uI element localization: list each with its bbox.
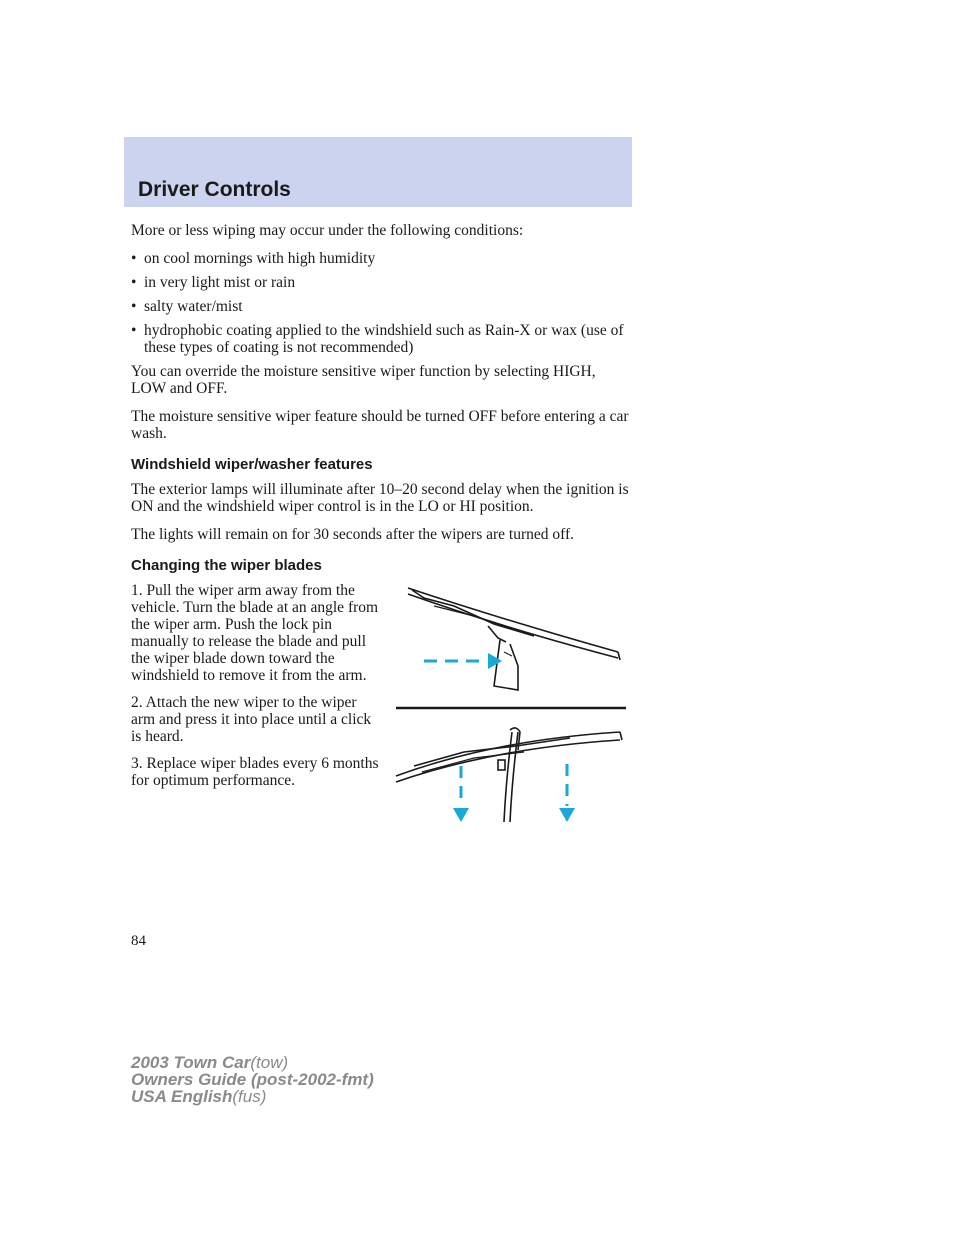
wiper-washer-heading: Windshield wiper/washer features	[131, 456, 373, 473]
document-footer	[131, 1054, 374, 1105]
list-item: • hydrophobic coating applied to the windshield such as Rain-X or wax (use of these types of coating is not recommended)	[131, 322, 624, 356]
list-item: • in very light mist or rain	[131, 274, 296, 291]
down-arrow-left-head	[453, 808, 469, 822]
section-header-band	[124, 137, 632, 207]
section-title: Driver Controls	[138, 178, 291, 201]
footer-line-guide: Owners Guide (post-2002-fmt)	[131, 1070, 374, 1089]
bullet-icon: •	[131, 322, 137, 339]
steps-list	[131, 582, 381, 789]
list-item: • salty water/mist	[131, 298, 243, 315]
bullet-icon: •	[131, 250, 137, 267]
push-arrow-head	[488, 653, 502, 669]
step-item: 2. Attach the new wiper to the wiper arm and press it into place until a click is heard.	[131, 694, 372, 745]
intro-paragraph: More or less wiping may occur under the following conditions:	[131, 222, 524, 239]
lights-remain-paragraph: The lights will remain on for 30 seconds after the wipers are turned off.	[131, 526, 575, 543]
changing-blades-heading: Changing the wiper blades	[131, 557, 322, 574]
bullet-icon: •	[131, 298, 137, 315]
page-number: 84	[131, 933, 146, 949]
step-item: 1. Pull the wiper arm away from the vehicle. Turn the blade at an angle from the wiper arm. Push the lock pin manually to release the blade and pull the wiper blade down toward the windshield to remove it from the arm.	[131, 582, 379, 684]
conditions-list	[131, 250, 631, 356]
blade-install-diagram	[396, 728, 622, 822]
wiper-blade-illustration	[394, 580, 626, 825]
exterior-lamps-paragraph: The exterior lamps will illuminate after 10–20 second delay when the ignition is ON and the windshield wiper control is in the LO or HI position.	[131, 481, 629, 515]
footer-line-language: USA English(fus)	[131, 1087, 267, 1106]
list-item: • on cool mornings with high humidity	[131, 250, 376, 267]
bullet-icon: •	[131, 274, 137, 291]
footer-line-model: 2003 Town Car(tow)	[131, 1053, 289, 1072]
step-item: 3. Replace wiper blades every 6 months for optimum performance.	[131, 755, 379, 789]
blade-removal-diagram	[408, 588, 620, 690]
car-wash-paragraph: The moisture sensitive wiper feature should be turned OFF before entering a car wash.	[131, 408, 629, 442]
down-arrow-right-head	[559, 808, 575, 822]
override-paragraph: You can override the moisture sensitive wiper function by selecting HIGH, LOW and OFF.	[131, 363, 596, 397]
